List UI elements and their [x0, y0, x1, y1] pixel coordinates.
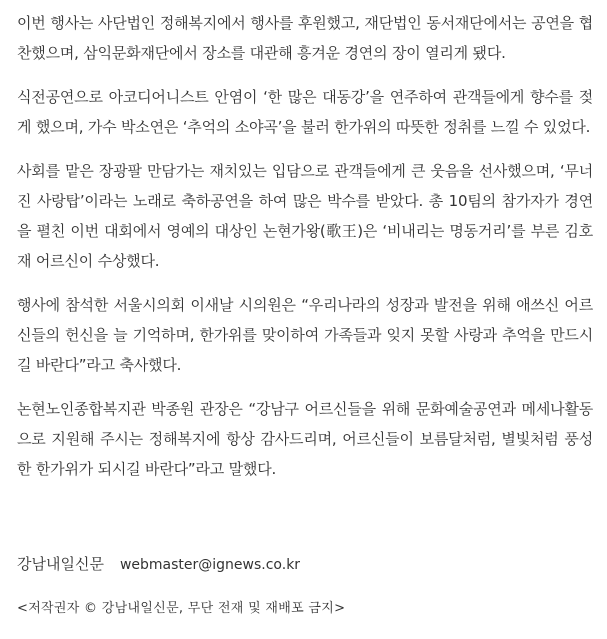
byline	[17, 549, 300, 580]
publisher-name: 강남내일신문	[17, 555, 104, 573]
copyright-notice: <저작권자 © 강남내일신문, 무단 전재 및 재배포 금지>	[17, 601, 346, 616]
article-paragraph: 식전공연으로 아코디어니스트 안염이 ‘한 많은 대동강’을 연주하여 관객들에게 향수를 젖게 했으며, 가수 박소연은 ‘추억의 소야곡’을 불러 한가위의 따뜻한 정취를 느낄 수 있었다.	[17, 88, 593, 136]
article-paragraph: 사회를 맡은 장광팔 만담가는 재치있는 입담으로 관객들에게 큰 웃음을 선사했으며, ‘무너진 사랑탑’이라는 노래로 축하공연을 하여 많은 박수를 받았다. 총 10팀의 참가자가 경연을 펼친 이번 대회에서 영예의 대상인 논현가왕(歌王)은 ‘비내리는 명동거리’를 부른 김호재 어르신이 수상했다.	[17, 162, 593, 270]
article-paragraph: 이번 행사는 사단법인 정해복지에서 행사를 후원했고, 재단법인 동서재단에서는 공연을 협찬했으며, 삼익문화재단에서 장소를 대관해 흥겨운 경연의 장이 열리게 됐다.	[17, 14, 593, 62]
article-body	[17, 0, 593, 484]
reporter-email-link[interactable]: webmaster@ignews.co.kr	[119, 557, 301, 573]
article-paragraph: 행사에 참석한 서울시의회 이새날 시의원은 “우리나라의 성장과 발전을 위해 애쓰신 어르신들의 헌신을 늘 기억하며, 한가위를 맞이하여 가족들과 잊지 못할 사랑과 추억을 만드시길 바란다”라고 축사했다.	[17, 296, 593, 374]
article-paragraph: 논현노인종합복지관 박종원 관장은 “강남구 어르신들을 위해 문화예술공연과 메세나활동으로 지원해 주시는 정해복지에 항상 감사드리며, 어르신들이 보름달처럼, 별빛처럼 풍성한 한가위가 되시길 바란다”라고 말했다.	[17, 400, 593, 478]
